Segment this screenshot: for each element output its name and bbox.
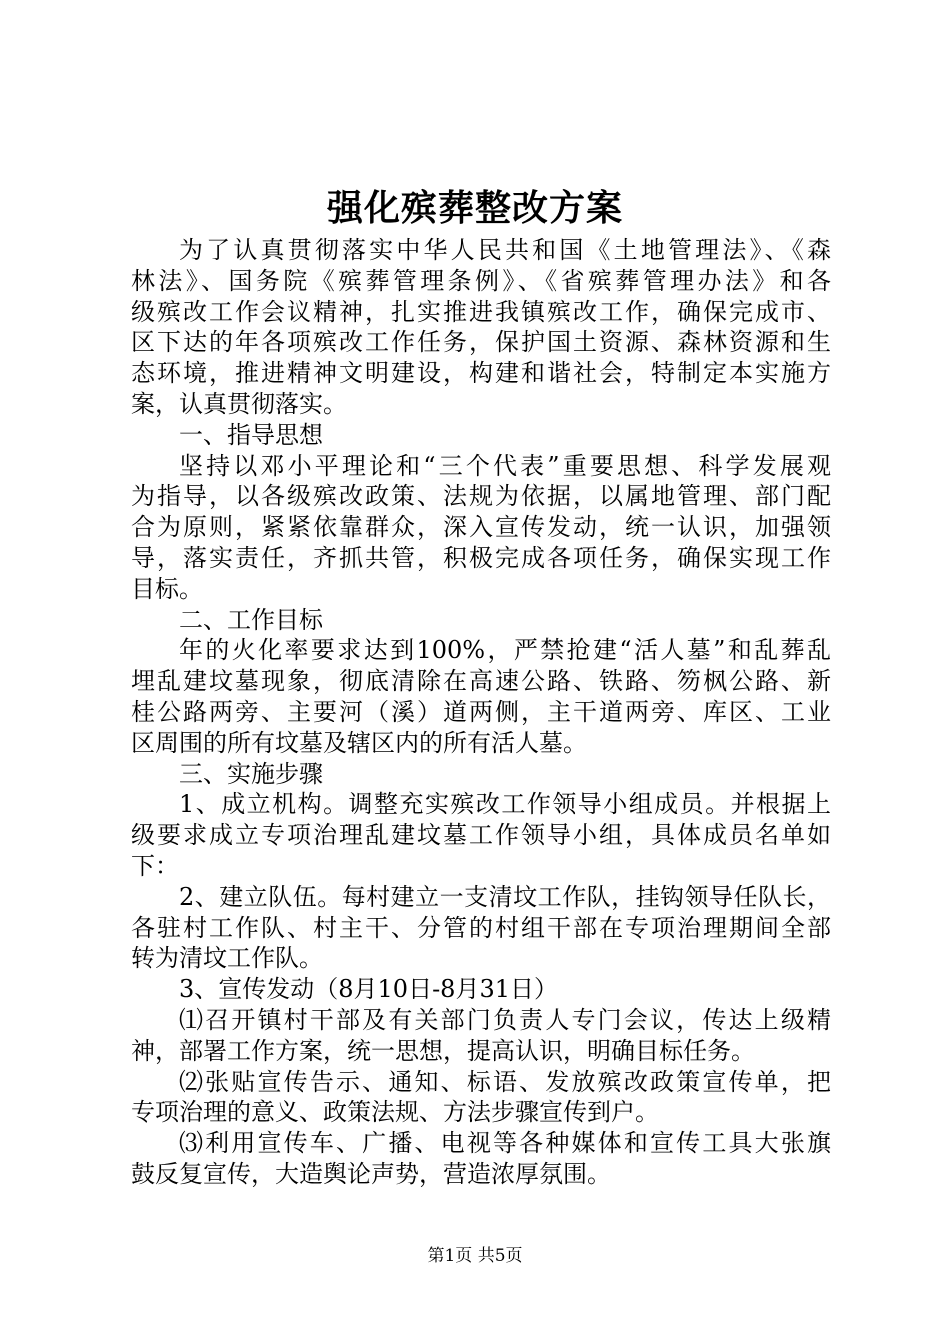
text-line: 导，落实责任，齐抓共管，积极完成各项任务，确保实现工作 <box>131 543 831 572</box>
text-line: ⑴召开镇村干部及有关部门负责人专门会议，传达上级精 <box>179 1005 831 1034</box>
document-body <box>131 235 831 1190</box>
text-line: 专项治理的意义、政策法规、方法步骤宣传到户。 <box>131 1098 659 1127</box>
text-line: 年的火化率要求达到100%，严禁抢建“活人墓”和乱葬乱 <box>179 636 831 665</box>
text-line: 级要求成立专项治理乱建坟墓工作领导小组，具体成员名单如 <box>131 821 831 850</box>
text-line: 神，部署工作方案，统一思想，提高认识，明确目标任务。 <box>131 1036 755 1065</box>
text-line: 坚持以邓小平理论和“三个代表”重要思想、科学发展观 <box>179 451 831 480</box>
text-line: 三、实施步骤 <box>179 759 323 788</box>
text-line: 区周围的所有坟墓及辖区内的所有活人墓。 <box>131 728 587 757</box>
page-footer: 第1页 共5页 <box>427 1246 523 1266</box>
text-line: 区下达的年各项殡改工作任务，保护国土资源、森林资源和生 <box>131 328 831 357</box>
text-line: 林法》、国务院《殡葬管理条例》、《省殡葬管理办法》和各 <box>131 266 831 295</box>
text-line: 为指导，以各级殡改政策、法规为依据，以属地管理、部门配 <box>131 482 831 511</box>
text-line: 案，认真贯彻落实。 <box>131 389 347 418</box>
text-line: 合为原则，紧紧依靠群众，深入宣传发动，统一认识，加强领 <box>131 513 831 542</box>
text-line: 一、指导思想 <box>179 420 323 449</box>
text-line: 态环境，推进精神文明建设，构建和谐社会，特制定本实施方 <box>131 359 831 388</box>
text-line: 2、建立队伍。每村建立一支清坟工作队，挂钩领导任队长， <box>179 882 831 911</box>
text-line: 目标。 <box>131 574 203 603</box>
text-line: 下： <box>131 851 179 880</box>
text-line: 二、工作目标 <box>179 605 323 634</box>
document-title: 强化殡葬整改方案 <box>326 187 623 229</box>
text-line: 1、成立机构。调整充实殡改工作领导小组成员。并根据上 <box>179 790 831 819</box>
text-line: 3、宣传发动（8月10日-8月31日） <box>179 975 558 1004</box>
text-line: 转为清坟工作队。 <box>131 944 323 973</box>
text-line: 鼓反复宣传，大造舆论声势，营造浓厚氛围。 <box>131 1159 611 1188</box>
text-line: 各驻村工作队、村主干、分管的村组干部在专项治理期间全部 <box>131 913 831 942</box>
text-line: 级殡改工作会议精神，扎实推进我镇殡改工作，确保完成市、 <box>131 297 831 326</box>
text-line: ⑶利用宣传车、广播、电视等各种媒体和宣传工具大张旗 <box>179 1129 831 1158</box>
text-line: 为了认真贯彻落实中华人民共和国《土地管理法》、《森 <box>179 236 831 264</box>
text-line: 桂公路两旁、主要河（溪）道两侧，主干道两旁、库区、工业 <box>131 697 831 726</box>
text-line: 埋乱建坟墓现象，彻底清除在高速公路、铁路、笏枫公路、新 <box>131 667 831 696</box>
text-line: ⑵张贴宣传告示、通知、标语、发放殡改政策宣传单，把 <box>179 1067 831 1096</box>
